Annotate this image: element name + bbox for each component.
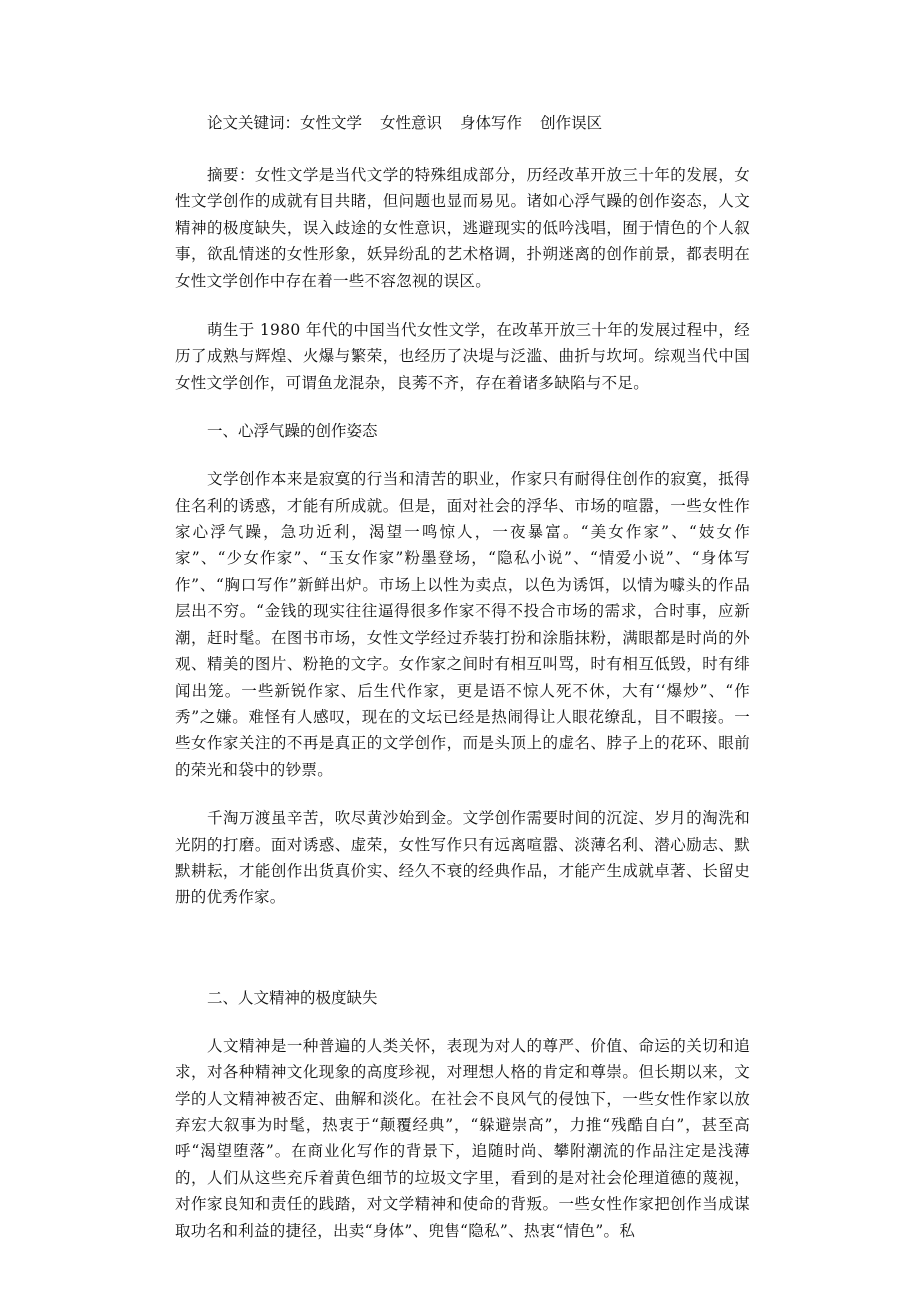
keyword-item: 女性文学 [300,114,363,132]
keywords-label: 论文关键词： [207,114,301,132]
keyword-item: 身体写作 [460,114,523,132]
keyword-item: 女性意识 [380,114,443,132]
section-1-heading: 一、心浮气躁的创作姿态 [207,422,378,441]
document-page [175,110,750,1244]
section-1-paragraph-2: 千淘万渡虽辛苦，吹尽黄沙始到金。文学创作需要时间的沉淀、岁月的淘洗和光阴的打磨。面对诱惑、虚荣，女性写作只有远离喧嚣、淡薄名利、潜心励志、默默耕耘，才能创作出货真价实、经久不衰的经典作品，才能产生成就卓著、长留史册的优秀作家。 [175,809,750,907]
section-2-paragraph-1: 人文精神是一种普遍的人类关怀，表现为对人的尊严、价值、命运的关切和追求，对各种精神文化现象的高度珍视，对理想人格的肯定和尊崇。但长期以来，文学的人文精神被否定、曲解和淡化。在社会不良风气的侵蚀下，一些女性作家以放弃宏大叙事为时髦，热衷于“颠覆经典”，“躲避崇高”，力推“残酷自白”，甚至高呼“渴望堕落”。在商业化写作的背景下，追随时尚、攀附潮流的作品注定是浅薄的，人们从这些充斥着黄色细节的垃圾文字里，看到的是对社会伦理道德的蔑视，对作家良知和责任的践踏，对文学精神和使命的背叛。一些女性作家把创作当成谋取功名和利益的捷径，出卖“身体”、兜售“隐私”、热衷“情色”。私 [175,1036,750,1240]
intro-paragraph: 萌生于 1980 年代的中国当代女性文学，在改革开放三十年的发展过程中，经历了成熟与辉煌、火爆与繁荣，也经历了决堤与泛滥、曲折与坎坷。综观当代中国女性文学创作，可谓鱼龙混杂，良莠不齐，存在着诸多缺陷与不足。 [175,321,750,392]
section-2-heading: 二、人文精神的极度缺失 [207,988,378,1007]
abstract-paragraph: 摘要：女性文学是当代文学的特殊组成部分，历经改革开放三十年的发展，女性文学创作的成就有目共睹，但问题也显而易见。诸如心浮气躁的创作姿态，人文精神的极度缺失，误入歧途的女性意识，逃避现实的低吟浅唱，囿于情色的个人叙事，欲乱情迷的女性形象，妖异纷乱的艺术格调，扑朔迷离的创作前景，都表明在女性文学创作中存在着一些不容忽视的误区。 [175,166,750,290]
keyword-item: 创作误区 [540,114,603,132]
section-1-paragraph-1: 文学创作本来是寂寞的行当和清苦的职业，作家只有耐得住创作的寂寞，抵得住名利的诱惑，才能有所成就。但是，面对社会的浮华、市场的喧嚣，一些女性作家心浮气躁，急功近利，渴望一鸣惊人，一夜暴富。“美女作家”、“妓女作家”、“少女作家”、“玉女作家”粉墨登场，“隐私小说”、“情爱小说”、“身体写作”、“胸口写作”新鲜出炉。市场上以性为卖点，以色为诱饵，以情为噱头的作品层出不穷。“金钱的现实往往逼得很多作家不得不投合市场的需求，合时事，应新潮，赶时髦。在图书市场，女性文学经过乔装打扮和涂脂抹粉，满眼都是时尚的外观、精美的图片、粉艳的文字。女作家之间时有相互叫骂，时有相互低毁，时有绯闻出笼。一些新锐作家、后生代作家，更是语不惊人死不休，大有‘‘爆炒”、“作秀”之嫌。难怪有人感叹，现在的文坛已经是热闹得让人眼花缭乱，目不暇接。一些女作家关注的不再是真正的文学创作，而是头顶上的虚名、脖子上的花环、眼前的荣光和袋中的钞票。 [175,470,750,779]
keywords-line [175,110,750,136]
